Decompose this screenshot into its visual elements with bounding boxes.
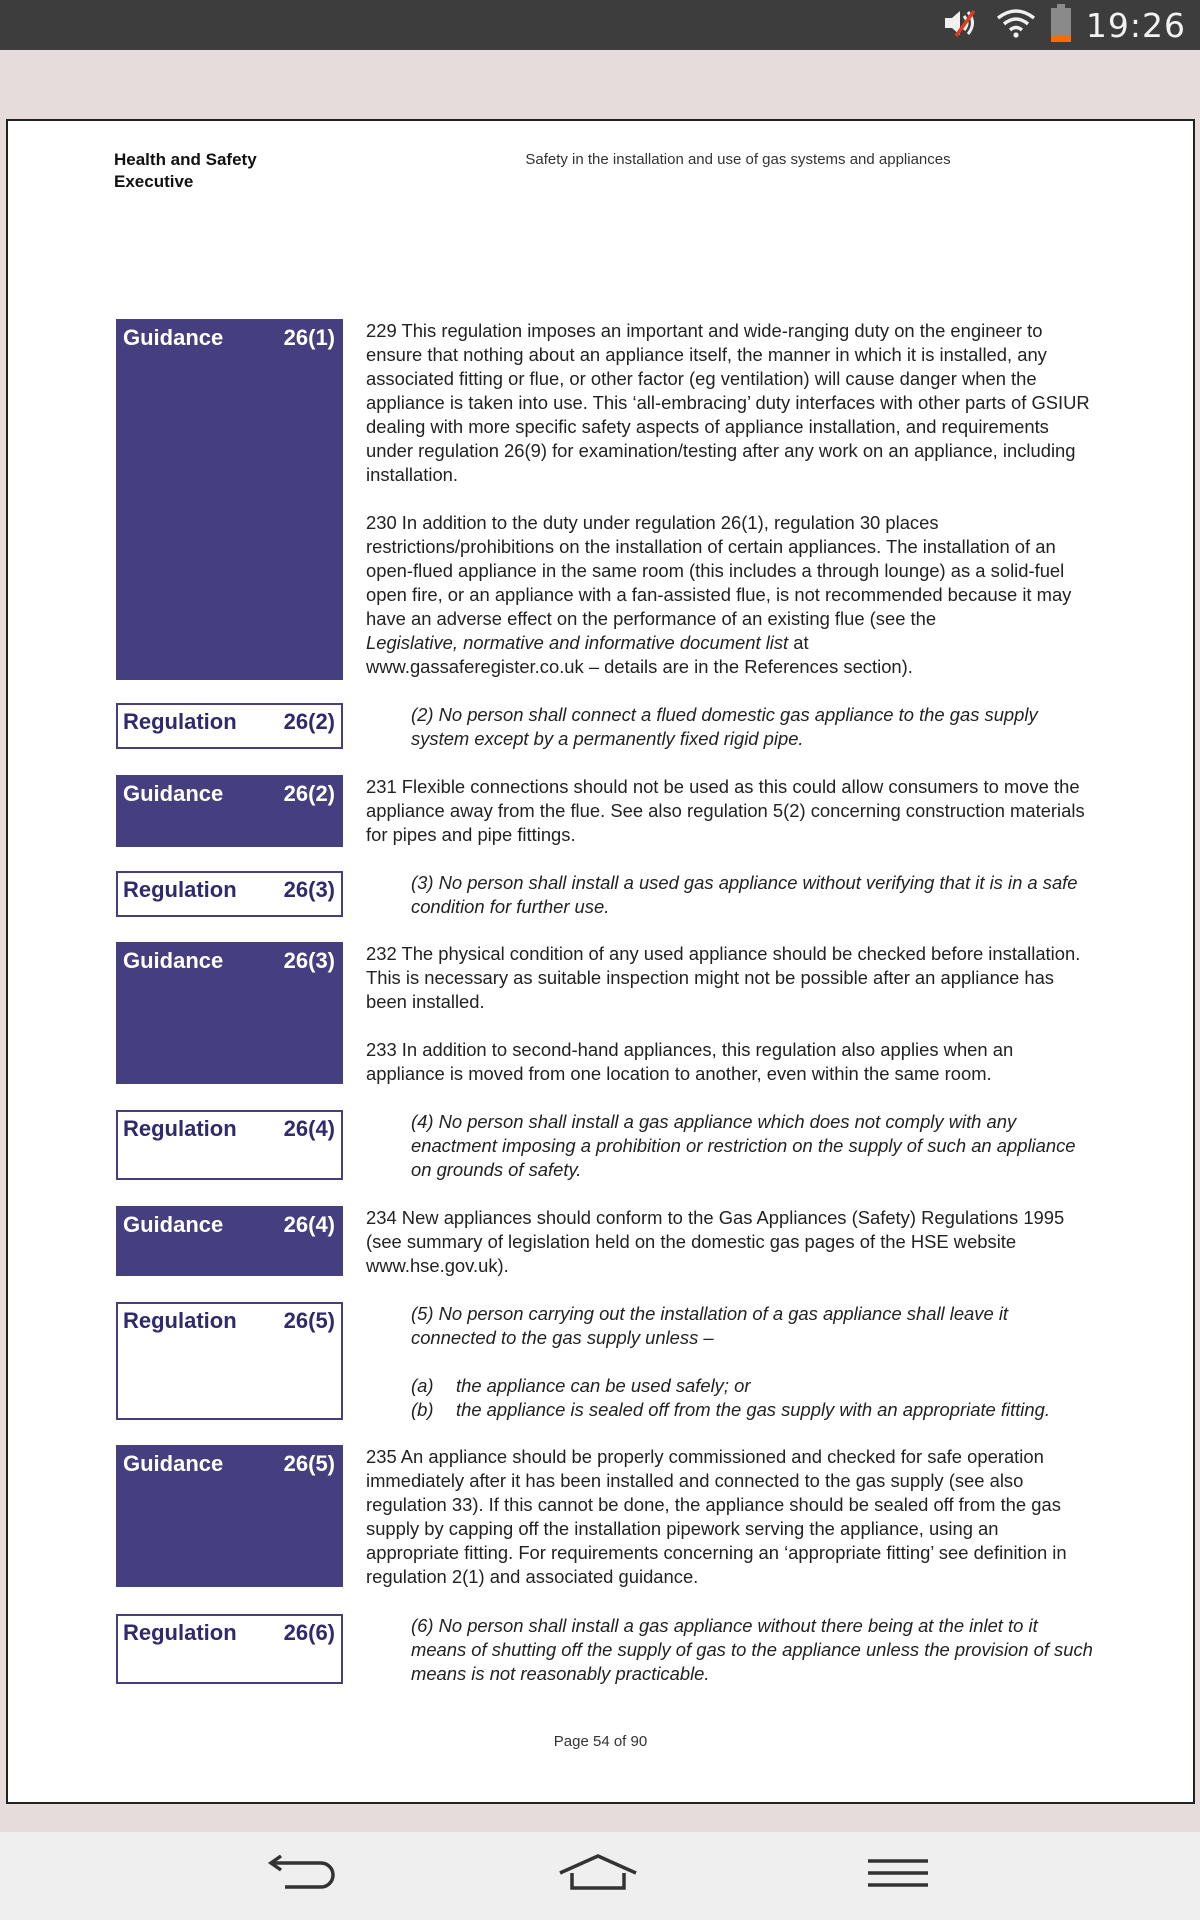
section-ref: 26(5): [283, 1451, 335, 1476]
section-body: [366, 1206, 1096, 1278]
section-body: [366, 1302, 1096, 1422]
section-ref: 26(1): [283, 325, 335, 350]
list-text: the appliance can be used safely; or: [456, 1375, 751, 1396]
section-ref: 26(5): [283, 1308, 335, 1333]
section-ref: 26(2): [283, 709, 335, 734]
status-bar: [0, 0, 1200, 50]
section-ref: 26(4): [283, 1116, 335, 1141]
paragraph: 233 In addition to second-hand appliances, this regulation also applies when an appliance is moved from one location to another, even within the same room.: [366, 1039, 1014, 1084]
list-marker: (b): [411, 1399, 434, 1420]
paragraph: 231 Flexible connections should not be used as this could allow consumers to move the appliance away from the flue. See also regulation 5(2) concerning construction materials for pipes and pipe fittings.: [366, 776, 1085, 845]
menu-icon: [866, 1855, 930, 1896]
paragraph: (2) No person shall connect a flued domestic gas appliance to the gas supply system except by a permanently fixed rigid pipe.: [411, 704, 1038, 749]
section-body: [366, 319, 1096, 679]
section-kind: Guidance: [123, 325, 224, 350]
section-kind: Guidance: [123, 1212, 224, 1237]
paragraph: (3) No person shall install a used gas appliance without verifying that it is in a safe condition for further use.: [411, 872, 1078, 917]
hse-logo: [114, 149, 257, 193]
section-ref: 26(3): [283, 948, 335, 973]
section-kind: Regulation: [123, 709, 237, 734]
section-kind: Guidance: [123, 1451, 224, 1476]
list-marker: (a): [411, 1375, 434, 1396]
document-title: Safety in the installation and use of gas systems and appliances: [525, 151, 951, 168]
gas-safe-register-link[interactable]: www.gassaferegister.co.uk – details are in the References section).: [366, 656, 913, 677]
clock: 19:26: [1085, 5, 1186, 45]
logo-line-2: Executive: [114, 172, 194, 191]
regulation-label: [116, 1614, 343, 1684]
section-ref: 26(2): [283, 781, 335, 806]
logo-line-1: Health and Safety: [114, 150, 257, 169]
section-kind: Regulation: [123, 1116, 237, 1141]
navigation-bar: [0, 1832, 1200, 1920]
section-kind: Regulation: [123, 1308, 237, 1333]
section-body: [366, 1110, 1096, 1182]
battery-low-icon: [1050, 4, 1072, 47]
paragraph: (5) No person carrying out the installation of a gas appliance shall leave it connected to the gas supply unless –: [411, 1303, 1009, 1348]
guidance-label: [116, 775, 343, 847]
paragraph: 230 In addition to the duty under regulation 26(1), regulation 30 places restrictions/prohibitions on the installation of certain appliances. The installation of an open-flued appliance in the same room (this includes a through lounge) as a solid-fuel open fire, or an appliance with a fan-assisted flue, is not recommended because it may have an adverse effect on the performance of an existing flue (see the Legislative, normative and informative document list at www.gassaferegister.co.uk – details are in the References section).: [366, 512, 1072, 677]
paragraph: 229 This regulation imposes an important and wide-ranging duty on the engineer to ensure that nothing about an appliance itself, the manner in which it is installed, any associated fitting or flue, or other factor (eg ventilation) will cause danger when the appliance is taken into use. This ‘all-embracing’ duty interfaces with other parts of GSIUR dealing with more specific safety aspects of appliance installation, and requirements under regulation 26(9) for examination/testing after any work on an appliance, including installation.: [366, 320, 1090, 485]
paragraph: (4) No person shall install a gas appliance which does not comply with any enactment imposing a prohibition or restriction on the supply of such an appliance on grounds of safety.: [411, 1111, 1076, 1180]
section-kind: Guidance: [123, 781, 224, 806]
section-ref: 26(4): [283, 1212, 335, 1237]
volume-muted-icon: [942, 8, 982, 43]
section-kind: Regulation: [123, 1620, 237, 1645]
paragraph: 235 An appliance should be properly commissioned and checked for safe operation immediately after it has been installed and connected to the gas supply (see also regulation 33). If this cannot be done, the appliance should be sealed off from the gas supply by capping off the installation pipework serving the appliance, using an appropriate fitting. For requirements concerning an ‘appropriate fitting’ see definition in regulation 2(1) and associated guidance.: [366, 1446, 1067, 1587]
page-indicator: Page 54 of 90: [553, 1733, 648, 1750]
regulation-label: [116, 871, 343, 917]
document-page: [6, 119, 1195, 1804]
list-item: [366, 1398, 1096, 1422]
guidance-label: [116, 942, 343, 1084]
section-body: [366, 871, 1096, 919]
section-body: [366, 942, 1096, 1086]
paragraph: (6) No person shall install a gas appliance without there being at the inlet to it means of shutting off the supply of gas to the appliance unless the provision of such means is not reasonably practicable.: [411, 1615, 1093, 1684]
condition-list: [366, 1374, 1096, 1422]
list-text: the appliance is sealed off from the gas supply with an appropriate fitting.: [456, 1399, 1050, 1420]
regulation-label: [116, 1110, 343, 1180]
section-body: [366, 703, 1096, 751]
menu-button[interactable]: [858, 1850, 938, 1900]
regulation-label: [116, 703, 343, 749]
list-item: [366, 1374, 1096, 1398]
regulation-label: [116, 1302, 343, 1420]
section-ref: 26(3): [283, 877, 335, 902]
home-icon: [558, 1853, 638, 1898]
section-kind: Regulation: [123, 877, 237, 902]
back-button[interactable]: [260, 1850, 340, 1900]
section-ref: 26(6): [283, 1620, 335, 1645]
wifi-icon: [996, 8, 1036, 43]
guidance-label: [116, 1206, 343, 1276]
document-list-title: Legislative, normative and informative document list: [366, 632, 789, 653]
section-body: [366, 1614, 1096, 1686]
section-body: [366, 1445, 1096, 1589]
guidance-label: [116, 319, 343, 680]
home-button[interactable]: [558, 1850, 638, 1900]
back-icon: [263, 1853, 337, 1898]
section-kind: Guidance: [123, 948, 224, 973]
guidance-label: [116, 1445, 343, 1587]
section-body: [366, 775, 1096, 847]
paragraph: 232 The physical condition of any used appliance should be checked before installation. This is necessary as suitable inspection might not be possible after an appliance has been installed.: [366, 943, 1081, 1012]
paragraph: 234 New appliances should conform to the Gas Appliances (Safety) Regulations 1995 (see summary of legislation held on the domestic gas pages of the HSE website www.hse.gov.uk).: [366, 1207, 1065, 1276]
